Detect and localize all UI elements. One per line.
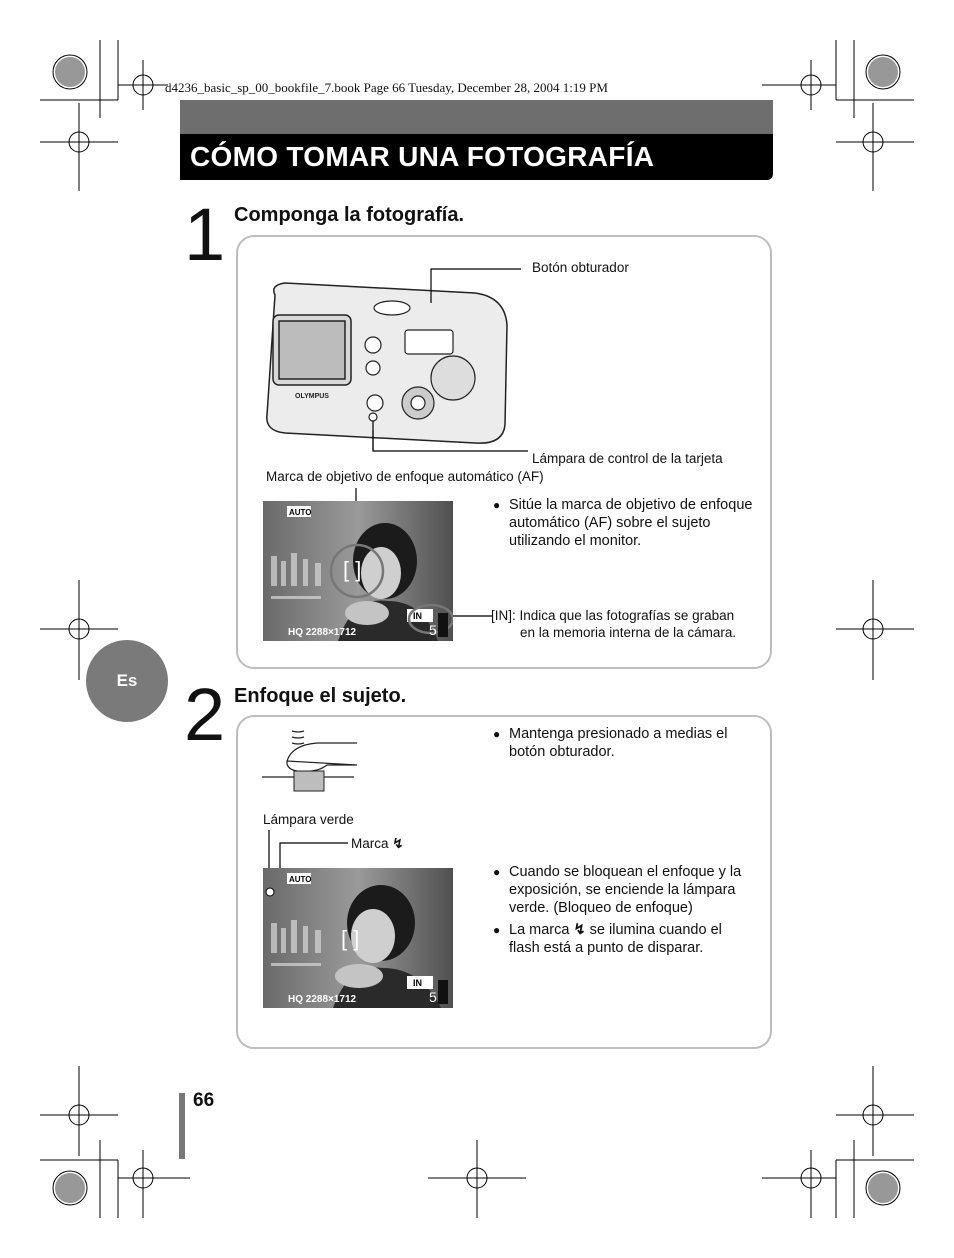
monitor-preview-1 <box>263 501 453 641</box>
osd-auto-2: AUTO <box>289 875 312 884</box>
osd-auto-1: AUTO <box>289 508 312 517</box>
label-green-lamp: Lámpara verde <box>263 812 354 827</box>
label-shutter-button: Botón obturador <box>532 260 629 275</box>
label-af-target-mark: Marca de objetivo de enfoque automático (AF) <box>266 469 544 484</box>
flash-icon: ↯ <box>573 922 586 938</box>
osd-count-1: 5 <box>429 622 437 638</box>
page-number-bar <box>179 1093 185 1159</box>
step-2-bullets <box>493 863 755 961</box>
language-tab-es: Es <box>86 640 168 722</box>
step-2-bullet-2: ● Cuando se bloquean el enfoque y la exposición, se enciende la lámpara verde. (Bloqueo de enfoque) <box>493 863 755 917</box>
in-note-line-2: en la memoria interna de la cámara. <box>520 625 737 640</box>
step-2-bullet-3: ● La marca ↯ se ilumina cuando el flash está a punto de disparar. <box>493 921 755 957</box>
step-1-number: 1 <box>184 193 226 276</box>
osd-quality-1: HQ 2288×1712 <box>288 627 357 638</box>
osd-in-2: IN <box>413 978 422 988</box>
page-title: CÓMO TOMAR UNA FOTOGRAFÍA <box>180 134 773 180</box>
half-press-illustration <box>262 725 362 795</box>
osd-count-2: 5 <box>429 989 437 1005</box>
svg-text:[ ]: [ ] <box>343 557 362 582</box>
label-card-lamp: Lámpara de control de la tarjeta <box>532 451 723 466</box>
step-1-bullet: ● Sitúe la marca de objetivo de enfoque automático (AF) sobre el sujeto utilizando el monitor. <box>493 496 753 554</box>
flash-icon: ↯ <box>392 836 404 851</box>
camera-brand: OLYMPUS <box>295 393 329 400</box>
title-bar <box>180 100 773 180</box>
monitor-preview-2 <box>263 868 453 1008</box>
osd-quality-2: HQ 2288×1712 <box>288 994 357 1005</box>
label-flash-mark: Marca ↯ <box>351 836 404 851</box>
book-header-line: d4236_basic_sp_00_bookfile_7.book Page 66 Tuesday, December 28, 2004 1:19 PM <box>165 80 608 95</box>
osd-in-1: IN <box>413 611 422 621</box>
page-number: 66 <box>193 1090 215 1111</box>
step-2-bullet-1: ● Mantenga presionado a medias el botón obturador. <box>493 725 753 765</box>
step-1-title: Componga la fotografía. <box>234 204 464 226</box>
svg-text:[ ]: [ ] <box>341 926 360 951</box>
in-note-line-1: [IN]: Indica que las fotografías se graban <box>491 608 735 623</box>
step-2-title: Enfoque el sujeto. <box>234 685 407 707</box>
step-2-number: 2 <box>184 673 226 756</box>
